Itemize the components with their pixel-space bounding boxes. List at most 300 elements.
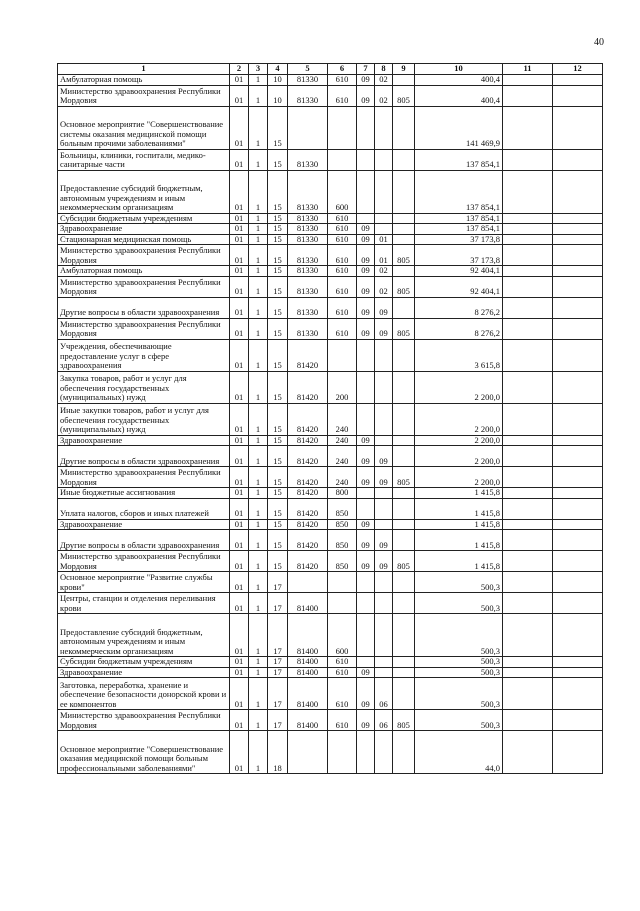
code-cell: 600 — [328, 170, 357, 213]
code-cell: 81420 — [288, 435, 328, 446]
amount-cell — [503, 318, 553, 339]
code-cell: 09 — [357, 446, 375, 467]
code-cell: 81420 — [288, 519, 328, 530]
code-cell: 240 — [328, 446, 357, 467]
amount-cell — [553, 657, 603, 668]
amount-cell: 8 276,2 — [415, 297, 503, 318]
table-row — [58, 234, 603, 245]
row-name-cell: Субсидии бюджетным учреждениям — [58, 657, 230, 668]
amount-cell — [553, 318, 603, 339]
code-cell — [393, 297, 415, 318]
row-name-cell: Здравоохранение — [58, 519, 230, 530]
code-cell: 610 — [328, 710, 357, 731]
row-name-cell: Министерство здравоохранения Республики Мордовия — [58, 85, 230, 106]
code-cell: 01 — [230, 318, 249, 339]
code-cell — [328, 149, 357, 170]
code-cell — [328, 339, 357, 371]
amount-cell — [553, 530, 603, 551]
amount-cell — [553, 149, 603, 170]
table-row — [58, 678, 603, 710]
row-name-cell: Стационарная медицинская помощь — [58, 234, 230, 245]
code-cell: 09 — [357, 266, 375, 277]
table-row — [58, 572, 603, 593]
amount-cell — [553, 710, 603, 731]
code-cell: 15 — [268, 551, 288, 572]
row-name-cell: Больницы, клиники, госпитали, медико-санитарные части — [58, 149, 230, 170]
code-cell — [375, 339, 393, 371]
amount-cell: 500,3 — [415, 614, 503, 657]
column-header: 12 — [553, 64, 603, 75]
code-cell: 01 — [230, 572, 249, 593]
column-header: 9 — [393, 64, 415, 75]
code-cell — [357, 488, 375, 499]
code-cell — [357, 339, 375, 371]
row-name-cell: Закупка товаров, работ и услуг для обеспечения государственных (муниципальных) нужд — [58, 371, 230, 403]
row-name-cell: Уплата налогов, сборов и иных платежей — [58, 498, 230, 519]
code-cell: 01 — [230, 403, 249, 435]
code-cell: 610 — [328, 276, 357, 297]
amount-cell — [553, 593, 603, 614]
code-cell: 81400 — [288, 593, 328, 614]
code-cell: 81330 — [288, 297, 328, 318]
code-cell: 81330 — [288, 224, 328, 235]
code-cell: 01 — [230, 519, 249, 530]
amount-cell — [553, 75, 603, 86]
row-name-cell: Другие вопросы в области здравоохранения — [58, 530, 230, 551]
code-cell — [357, 106, 375, 149]
row-name-cell: Основное мероприятие "Совершенствование оказания медицинской помощи больным профессиональными заболеваниями" — [58, 731, 230, 774]
code-cell — [393, 75, 415, 86]
amount-cell — [503, 339, 553, 371]
amount-cell — [503, 593, 553, 614]
code-cell: 1 — [249, 224, 268, 235]
table-header-row — [58, 64, 603, 75]
code-cell: 610 — [328, 678, 357, 710]
amount-cell — [503, 371, 553, 403]
amount-cell — [553, 403, 603, 435]
code-cell — [375, 371, 393, 403]
amount-cell: 44,0 — [415, 731, 503, 774]
code-cell: 02 — [375, 276, 393, 297]
code-cell: 15 — [268, 435, 288, 446]
code-cell: 610 — [328, 234, 357, 245]
code-cell: 81420 — [288, 371, 328, 403]
amount-cell — [503, 297, 553, 318]
amount-cell: 2 200,0 — [415, 435, 503, 446]
column-header: 8 — [375, 64, 393, 75]
table-row — [58, 403, 603, 435]
code-cell: 01 — [230, 276, 249, 297]
amount-cell — [503, 106, 553, 149]
code-cell: 240 — [328, 435, 357, 446]
code-cell: 805 — [393, 276, 415, 297]
code-cell: 1 — [249, 498, 268, 519]
code-cell — [375, 106, 393, 149]
table-body — [58, 75, 603, 774]
table-row — [58, 731, 603, 774]
code-cell: 610 — [328, 318, 357, 339]
amount-cell — [503, 488, 553, 499]
code-cell: 1 — [249, 339, 268, 371]
code-cell: 1 — [249, 678, 268, 710]
code-cell: 09 — [375, 467, 393, 488]
code-cell: 15 — [268, 519, 288, 530]
code-cell: 1 — [249, 276, 268, 297]
amount-cell: 500,3 — [415, 667, 503, 678]
amount-cell: 8 276,2 — [415, 318, 503, 339]
amount-cell — [553, 170, 603, 213]
amount-cell — [503, 234, 553, 245]
table-row — [58, 149, 603, 170]
code-cell — [393, 149, 415, 170]
amount-cell — [503, 519, 553, 530]
amount-cell — [503, 85, 553, 106]
code-cell — [375, 614, 393, 657]
code-cell: 02 — [375, 266, 393, 277]
amount-cell — [503, 276, 553, 297]
code-cell: 81400 — [288, 614, 328, 657]
row-name-cell: Основное мероприятие "Развитие службы крови" — [58, 572, 230, 593]
table-row — [58, 519, 603, 530]
amount-cell: 1 415,8 — [415, 498, 503, 519]
code-cell: 09 — [375, 551, 393, 572]
amount-cell — [553, 614, 603, 657]
amount-cell: 137 854,1 — [415, 170, 503, 213]
code-cell: 15 — [268, 276, 288, 297]
code-cell: 805 — [393, 318, 415, 339]
code-cell: 610 — [328, 297, 357, 318]
code-cell: 01 — [230, 446, 249, 467]
row-name-cell: Здравоохранение — [58, 667, 230, 678]
code-cell: 09 — [357, 467, 375, 488]
code-cell: 850 — [328, 519, 357, 530]
code-cell: 09 — [375, 530, 393, 551]
code-cell: 15 — [268, 488, 288, 499]
amount-cell — [553, 678, 603, 710]
code-cell: 01 — [375, 245, 393, 266]
column-header: 3 — [249, 64, 268, 75]
code-cell: 81330 — [288, 170, 328, 213]
code-cell: 15 — [268, 266, 288, 277]
code-cell — [357, 498, 375, 519]
column-header: 1 — [58, 64, 230, 75]
amount-cell: 137 854,1 — [415, 149, 503, 170]
code-cell — [393, 488, 415, 499]
code-cell — [393, 614, 415, 657]
table-row — [58, 467, 603, 488]
code-cell: 81330 — [288, 266, 328, 277]
code-cell: 805 — [393, 467, 415, 488]
code-cell: 81330 — [288, 85, 328, 106]
code-cell: 01 — [230, 498, 249, 519]
code-cell: 81420 — [288, 530, 328, 551]
amount-cell — [553, 498, 603, 519]
code-cell: 01 — [375, 234, 393, 245]
amount-cell: 2 200,0 — [415, 403, 503, 435]
code-cell: 610 — [328, 657, 357, 668]
row-name-cell: Основное мероприятие "Совершенствование системы оказания медицинской помощи больным прочими заболеваниями" — [58, 106, 230, 149]
row-name-cell: Предоставление субсидий бюджетным, автономным учреждениям и иным некоммерческим организациям — [58, 170, 230, 213]
code-cell — [357, 731, 375, 774]
code-cell: 09 — [357, 75, 375, 86]
amount-cell — [503, 149, 553, 170]
code-cell: 01 — [230, 710, 249, 731]
column-header: 7 — [357, 64, 375, 75]
code-cell: 81330 — [288, 234, 328, 245]
row-name-cell: Иные бюджетные ассигнования — [58, 488, 230, 499]
code-cell — [375, 572, 393, 593]
code-cell: 09 — [357, 519, 375, 530]
code-cell: 15 — [268, 339, 288, 371]
code-cell: 15 — [268, 498, 288, 519]
amount-cell: 37 173,8 — [415, 234, 503, 245]
code-cell: 09 — [357, 318, 375, 339]
code-cell: 1 — [249, 667, 268, 678]
code-cell: 17 — [268, 667, 288, 678]
table-row — [58, 488, 603, 499]
code-cell: 805 — [393, 710, 415, 731]
amount-cell — [553, 519, 603, 530]
amount-cell — [503, 530, 553, 551]
code-cell — [393, 435, 415, 446]
row-name-cell: Министерство здравоохранения Республики Мордовия — [58, 276, 230, 297]
code-cell: 1 — [249, 234, 268, 245]
amount-cell — [553, 106, 603, 149]
code-cell — [393, 731, 415, 774]
amount-cell: 1 415,8 — [415, 519, 503, 530]
code-cell: 15 — [268, 403, 288, 435]
code-cell: 1 — [249, 467, 268, 488]
code-cell: 17 — [268, 614, 288, 657]
amount-cell: 500,3 — [415, 657, 503, 668]
amount-cell: 2 200,0 — [415, 467, 503, 488]
code-cell — [375, 488, 393, 499]
code-cell — [393, 678, 415, 710]
code-cell: 01 — [230, 614, 249, 657]
amount-cell — [553, 266, 603, 277]
code-cell: 1 — [249, 297, 268, 318]
code-cell: 09 — [375, 297, 393, 318]
code-cell: 15 — [268, 467, 288, 488]
row-name-cell: Министерство здравоохранения Республики Мордовия — [58, 318, 230, 339]
code-cell: 01 — [230, 667, 249, 678]
amount-cell — [503, 213, 553, 224]
amount-cell: 1 415,8 — [415, 551, 503, 572]
code-cell: 805 — [393, 551, 415, 572]
code-cell: 81400 — [288, 657, 328, 668]
code-cell: 15 — [268, 149, 288, 170]
code-cell: 09 — [357, 245, 375, 266]
code-cell: 01 — [230, 85, 249, 106]
code-cell: 1 — [249, 170, 268, 213]
code-cell — [328, 572, 357, 593]
code-cell: 01 — [230, 530, 249, 551]
code-cell: 1 — [249, 657, 268, 668]
code-cell: 850 — [328, 498, 357, 519]
code-cell: 81420 — [288, 446, 328, 467]
amount-cell — [503, 403, 553, 435]
amount-cell — [553, 85, 603, 106]
code-cell — [328, 106, 357, 149]
amount-cell: 2 200,0 — [415, 446, 503, 467]
table-row — [58, 266, 603, 277]
code-cell: 09 — [357, 551, 375, 572]
table-row — [58, 371, 603, 403]
amount-cell — [553, 371, 603, 403]
amount-cell: 400,4 — [415, 85, 503, 106]
code-cell — [375, 435, 393, 446]
code-cell: 805 — [393, 245, 415, 266]
code-cell: 800 — [328, 488, 357, 499]
amount-cell — [503, 75, 553, 86]
code-cell: 1 — [249, 572, 268, 593]
code-cell: 01 — [230, 467, 249, 488]
row-name-cell: Другие вопросы в области здравоохранения — [58, 297, 230, 318]
code-cell: 09 — [375, 318, 393, 339]
row-name-cell: Заготовка, переработка, хранение и обеспечение безопасности донорской крови и ее компонентов — [58, 678, 230, 710]
code-cell — [393, 339, 415, 371]
amount-cell: 92 404,1 — [415, 266, 503, 277]
code-cell — [357, 213, 375, 224]
code-cell: 200 — [328, 371, 357, 403]
table-row — [58, 75, 603, 86]
amount-cell: 92 404,1 — [415, 276, 503, 297]
code-cell: 81330 — [288, 149, 328, 170]
code-cell — [357, 614, 375, 657]
row-name-cell: Субсидии бюджетным учреждениям — [58, 213, 230, 224]
code-cell: 02 — [375, 85, 393, 106]
amount-cell — [503, 498, 553, 519]
code-cell: 805 — [393, 85, 415, 106]
table-row — [58, 657, 603, 668]
row-name-cell: Иные закупки товаров, работ и услуг для обеспечения государственных (муниципальных) нужд — [58, 403, 230, 435]
amount-cell — [553, 297, 603, 318]
code-cell: 01 — [230, 678, 249, 710]
code-cell: 81420 — [288, 498, 328, 519]
code-cell: 81420 — [288, 403, 328, 435]
amount-cell — [503, 435, 553, 446]
code-cell: 01 — [230, 106, 249, 149]
code-cell — [393, 498, 415, 519]
amount-cell: 500,3 — [415, 710, 503, 731]
code-cell: 15 — [268, 530, 288, 551]
table-row — [58, 318, 603, 339]
code-cell: 81330 — [288, 245, 328, 266]
table-row — [58, 435, 603, 446]
code-cell: 09 — [357, 224, 375, 235]
code-cell: 01 — [230, 731, 249, 774]
code-cell: 15 — [268, 297, 288, 318]
code-cell — [375, 498, 393, 519]
code-cell: 01 — [230, 213, 249, 224]
code-cell: 01 — [230, 657, 249, 668]
code-cell: 1 — [249, 435, 268, 446]
code-cell: 81420 — [288, 551, 328, 572]
amount-cell: 137 854,1 — [415, 213, 503, 224]
code-cell: 850 — [328, 530, 357, 551]
column-header: 11 — [503, 64, 553, 75]
code-cell: 09 — [357, 435, 375, 446]
code-cell: 1 — [249, 731, 268, 774]
table-row — [58, 710, 603, 731]
amount-cell — [553, 276, 603, 297]
table-row — [58, 213, 603, 224]
code-cell: 01 — [230, 75, 249, 86]
code-cell: 17 — [268, 593, 288, 614]
amount-cell — [503, 731, 553, 774]
code-cell — [393, 106, 415, 149]
code-cell — [393, 657, 415, 668]
code-cell: 81420 — [288, 467, 328, 488]
code-cell — [393, 519, 415, 530]
code-cell: 15 — [268, 318, 288, 339]
code-cell: 1 — [249, 266, 268, 277]
code-cell — [375, 731, 393, 774]
code-cell: 81420 — [288, 488, 328, 499]
amount-cell — [553, 339, 603, 371]
code-cell: 1 — [249, 245, 268, 266]
amount-cell: 1 415,8 — [415, 530, 503, 551]
code-cell — [288, 731, 328, 774]
code-cell: 15 — [268, 234, 288, 245]
code-cell: 610 — [328, 75, 357, 86]
amount-cell — [503, 446, 553, 467]
code-cell: 1 — [249, 488, 268, 499]
code-cell — [375, 213, 393, 224]
code-cell: 610 — [328, 266, 357, 277]
table-row — [58, 106, 603, 149]
code-cell: 09 — [357, 297, 375, 318]
code-cell: 17 — [268, 572, 288, 593]
amount-cell — [553, 551, 603, 572]
amount-cell: 3 615,8 — [415, 339, 503, 371]
code-cell: 610 — [328, 667, 357, 678]
code-cell: 09 — [375, 446, 393, 467]
code-cell: 01 — [230, 593, 249, 614]
column-header: 5 — [288, 64, 328, 75]
amount-cell — [553, 446, 603, 467]
code-cell: 1 — [249, 519, 268, 530]
code-cell: 610 — [328, 85, 357, 106]
code-cell — [393, 170, 415, 213]
code-cell: 01 — [230, 488, 249, 499]
amount-cell — [503, 170, 553, 213]
page-number: 40 — [594, 37, 604, 48]
code-cell: 01 — [230, 435, 249, 446]
amount-cell — [553, 467, 603, 488]
table-row — [58, 339, 603, 371]
code-cell — [357, 149, 375, 170]
code-cell: 06 — [375, 710, 393, 731]
table-row — [58, 170, 603, 213]
table-row — [58, 593, 603, 614]
code-cell: 1 — [249, 75, 268, 86]
code-cell: 06 — [375, 678, 393, 710]
amount-cell — [553, 213, 603, 224]
code-cell — [357, 403, 375, 435]
code-cell — [375, 667, 393, 678]
code-cell: 01 — [230, 297, 249, 318]
code-cell — [375, 593, 393, 614]
amount-cell: 500,3 — [415, 593, 503, 614]
code-cell: 850 — [328, 551, 357, 572]
budget-table — [57, 63, 603, 774]
code-cell: 02 — [375, 75, 393, 86]
amount-cell: 500,3 — [415, 678, 503, 710]
row-name-cell: Здравоохранение — [58, 435, 230, 446]
code-cell — [328, 593, 357, 614]
code-cell: 1 — [249, 551, 268, 572]
